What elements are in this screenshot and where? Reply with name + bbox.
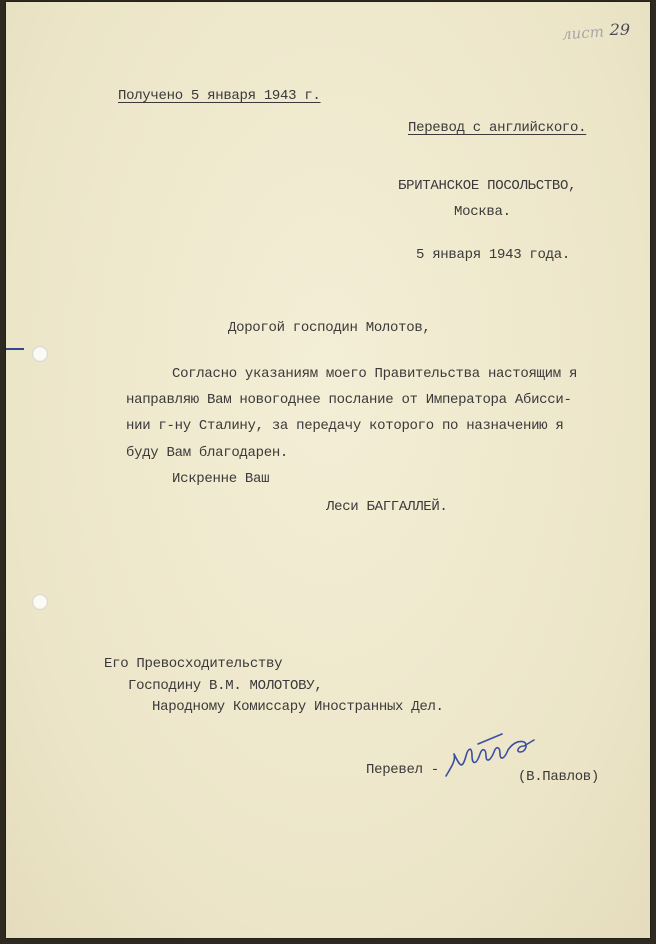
salutation: Дорогой господин Молотов,: [228, 320, 431, 336]
closing: Искренне Ваш: [172, 471, 270, 487]
embassy-name: БРИТАНСКОЕ ПОСОЛЬСТВО,: [398, 178, 577, 194]
binder-hole-top: [32, 346, 48, 362]
binder-hole-bottom: [32, 594, 48, 610]
archive-stamp: лист: [561, 22, 605, 44]
translator-name: (В.Павлов): [518, 769, 600, 785]
page-number: 29: [609, 20, 630, 39]
body-line: направляю Вам новогоднее послание от Императора Абисси-: [126, 392, 572, 408]
body-line: нии г-ну Сталину, за передачу которого по назначению я: [126, 418, 564, 434]
address-line: Господину В.М. МОЛОТОВУ,: [128, 678, 323, 694]
address-line: Его Превосходительству: [104, 656, 283, 672]
signatory: Леси БАГГАЛЛЕЙ.: [326, 499, 448, 515]
letter-date: 5 января 1943 года.: [416, 247, 570, 263]
received-note: Получено 5 января 1943 г.: [118, 88, 321, 104]
translation-note: Перевод с английского.: [408, 120, 587, 136]
body-line: буду Вам благодарен.: [126, 445, 289, 461]
translator-label: Перевел -: [366, 762, 439, 778]
document-page: [6, 2, 650, 938]
address-line: Народному Комиссару Иностранных Дел.: [152, 699, 444, 715]
embassy-city: Москва.: [454, 204, 511, 220]
pencil-mark: [6, 348, 24, 350]
body-line: Согласно указаниям моего Правительства настоящим я: [172, 366, 578, 382]
